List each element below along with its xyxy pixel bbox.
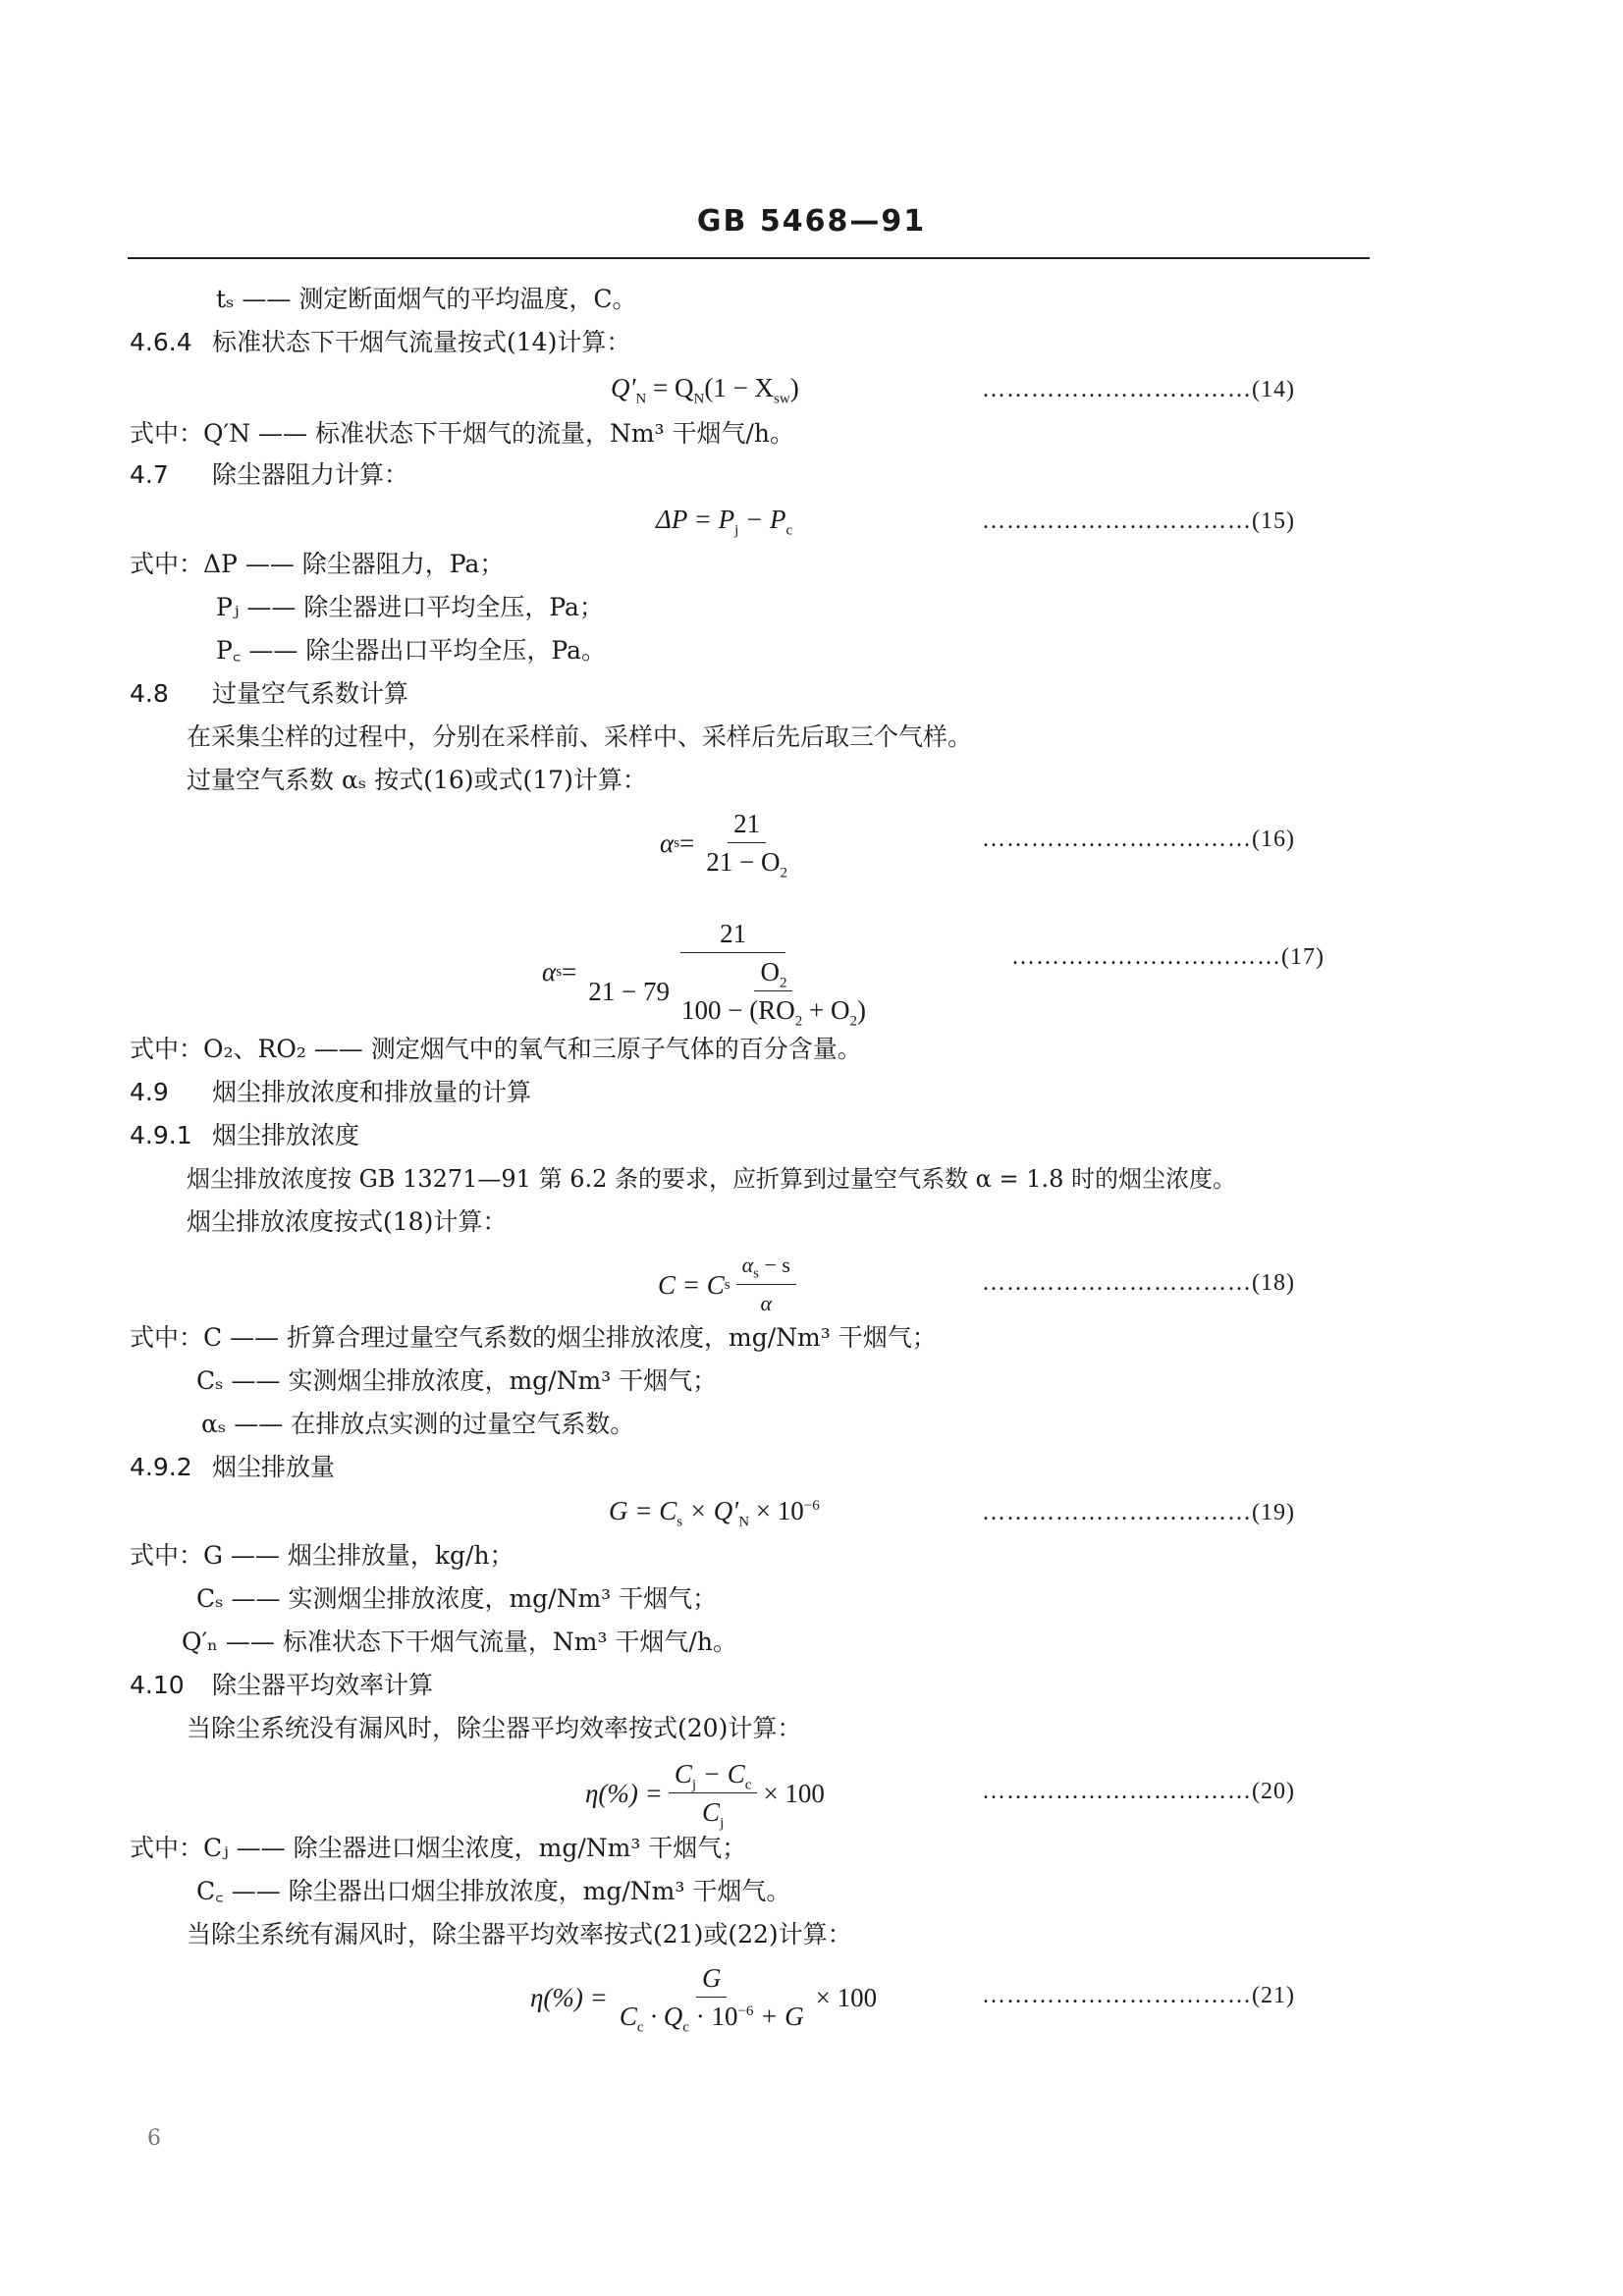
paragraph-4-8-a: 在采集尘样的过程中，分别在采样前、采样中、采样后先后取三个气样。 <box>187 722 973 751</box>
paragraph-4-10-b: 当除尘系统有漏风时，除尘器平均效率按式(21)或(22)计算： <box>187 1920 852 1949</box>
paragraph-4-9-1-a: 烟尘排放浓度按 GB 13271—91 第 6.2 条的要求，应折算到过量空气系数 α = 1.8 时的烟尘浓度。 <box>187 1165 1237 1193</box>
section-number: 4.7 <box>130 460 169 489</box>
section-4-9-2 <box>130 1451 335 1484</box>
section-title: 烟尘排放浓度和排放量的计算 <box>212 1078 532 1106</box>
eq15-definition-pc: P꜀ —— 除尘器出口平均全压，Pa。 <box>216 636 606 665</box>
equation-20: η(%) = $\frac{C_j - C_c}{C_j}$ × 100 <box>585 1759 825 1832</box>
eq17-definition: 式中：O₂、RO₂ —— 测定烟气中的氧气和三原子气体的百分含量。 <box>130 1035 862 1063</box>
eq14-definition: 式中：Q′N —— 标准状态下干烟气的流量，Nm³ 干烟气/h。 <box>130 419 795 448</box>
section-title: 过量空气系数计算 <box>212 679 409 708</box>
equation-number-20: ……………………………(20) <box>982 1779 1295 1804</box>
ts-definition: tₛ —— 测定断面烟气的平均温度，C。 <box>216 285 637 313</box>
standard-code-header: GB 5468—91 <box>696 204 927 239</box>
equation-15: $\Delta P = P_j - P_c$ <box>656 505 793 539</box>
eq18-definition-cs: Cₛ —— 实测烟尘排放浓度，mg/Nm³ 干烟气； <box>196 1366 718 1395</box>
section-4-9-1 <box>130 1119 359 1152</box>
equation-number-18: ……………………………(18) <box>982 1270 1295 1296</box>
section-4-7 <box>130 458 408 492</box>
eq20-definition-cj: 式中：Cⱼ —— 除尘器进口烟尘浓度，mg/Nm³ 干烟气； <box>130 1834 747 1862</box>
equation-14: $Q'_N = Q_N(1 - X_{sw})$ <box>611 373 799 407</box>
section-4-6-4 <box>130 326 630 359</box>
equation-16: α s = $\frac{21}{21 - O_2}$ <box>660 809 787 881</box>
eq18-definition-as: αₛ —— 在排放点实测的过量空气系数。 <box>201 1410 635 1438</box>
equation-number-14: ……………………………(14) <box>982 377 1295 402</box>
section-number: 4.9.1 <box>130 1121 192 1149</box>
section-number: 4.9.2 <box>130 1453 192 1481</box>
section-4-8 <box>130 677 408 711</box>
section-4-9 <box>130 1076 531 1109</box>
section-number: 4.9 <box>130 1078 169 1106</box>
equation-number-17: ……………………………(17) <box>1011 944 1325 970</box>
eq15-definition-dp: 式中：ΔP —— 除尘器阻力，Pa； <box>130 550 505 578</box>
equation-19: $G = C_s \times Q'_N \times 10^{-6}$ <box>609 1496 820 1530</box>
eq20-definition-cc: C꜀ —— 除尘器出口烟尘排放浓度，mg/Nm³ 干烟气。 <box>196 1877 791 1905</box>
eq19-definition-g: 式中：G —— 烟尘排放量，kg/h； <box>130 1541 514 1570</box>
section-title: 烟尘排放浓度 <box>212 1121 360 1149</box>
page-number: 6 <box>147 2126 161 2151</box>
equation-18: C = C s $\frac{\alpha_s - s}{\alpha}$ <box>658 1249 802 1320</box>
paragraph-4-10-a: 当除尘系统没有漏风时，除尘器平均效率按式(20)计算： <box>187 1714 802 1742</box>
eq18-definition-c: 式中：C —— 折算合理过量空气系数的烟尘排放浓度，mg/Nm³ 干烟气； <box>130 1323 937 1352</box>
paragraph-4-8-b: 过量空气系数 αₛ 按式(16)或式(17)计算： <box>187 766 647 794</box>
section-title: 标准状态下干烟气流量按式(14)计算： <box>212 328 631 356</box>
equation-number-15: ……………………………(15) <box>982 508 1295 534</box>
section-title: 除尘器阻力计算： <box>212 460 409 489</box>
section-number: 4.8 <box>130 679 169 708</box>
equation-17: α s = 21 21 − 79 $\frac{O_2}{100 - (RO_2 + O_2)}$ <box>542 919 866 1030</box>
section-title: 烟尘排放量 <box>212 1453 336 1481</box>
eq19-definition-cs: Cₛ —— 实测烟尘排放浓度，mg/Nm³ 干烟气； <box>196 1584 718 1613</box>
equation-number-19: ……………………………(19) <box>982 1500 1295 1525</box>
section-4-10 <box>130 1669 433 1702</box>
equation-number-21: ……………………………(21) <box>982 1983 1295 2008</box>
header-rule <box>128 257 1370 259</box>
eq15-definition-pj: Pⱼ —— 除尘器进口平均全压，Pa； <box>216 593 604 621</box>
section-number: 4.6.4 <box>130 328 192 356</box>
section-title: 除尘器平均效率计算 <box>212 1671 434 1699</box>
equation-number-16: ……………………………(16) <box>982 827 1295 852</box>
section-number: 4.10 <box>130 1671 185 1699</box>
equation-21: η(%) = $\frac{G}{C_c \cdot Q_c \cdot 10^{-6} + G}$ × 100 <box>530 1963 878 2036</box>
paragraph-4-9-1-b: 烟尘排放浓度按式(18)计算： <box>187 1207 508 1236</box>
eq19-definition-qn: Q′ₙ —— 标准状态下干烟气流量，Nm³ 干烟气/h。 <box>182 1628 737 1656</box>
